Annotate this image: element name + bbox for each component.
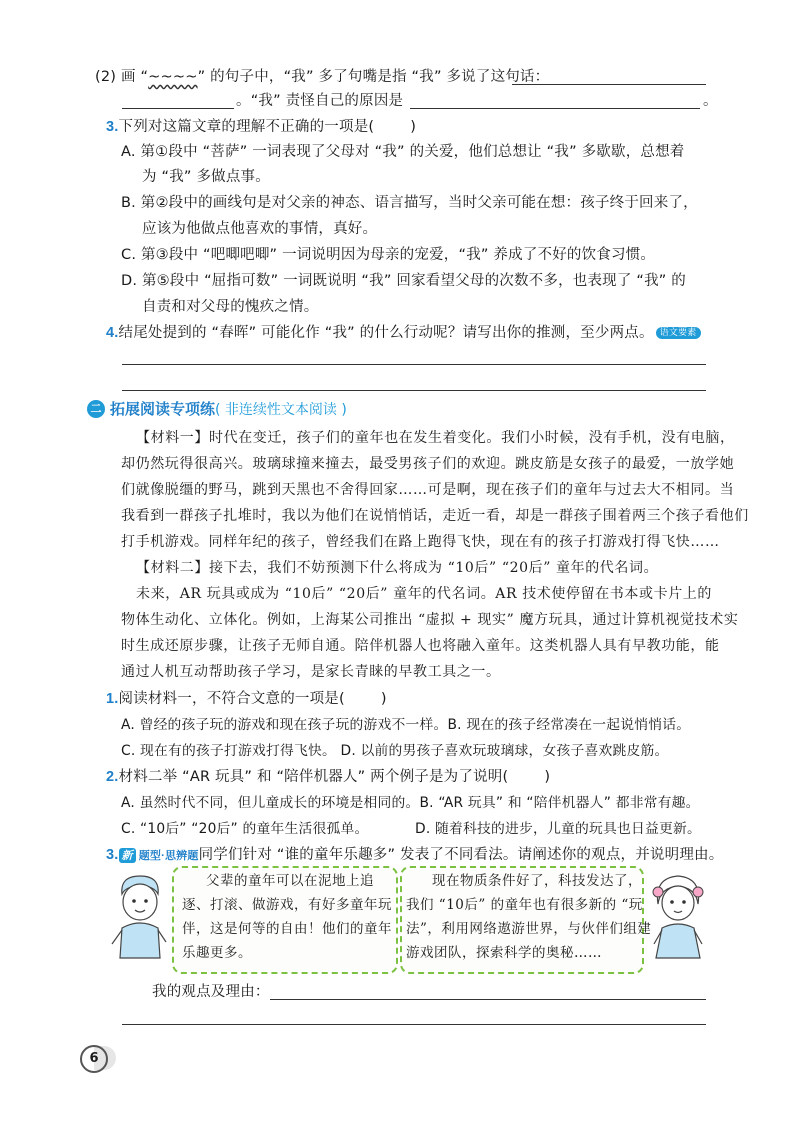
question-number: 4.: [106, 325, 119, 341]
question-3-stem: [106, 117, 416, 137]
bubble-text: 我们 “10后” 的童年也有很多新的 “玩: [406, 897, 643, 913]
new-badge: 新: [119, 848, 136, 863]
material1-line: 我看到一群孩子扎堆时，我以为他们在说悄悄话，走近一看，却是一群孩子围着两三个孩子看他们: [121, 508, 749, 524]
material1-line: 们就像脱缰的野马，跳到天黑也不舍得回家……可是啊，现在孩子们的童年与过去大不相同。当: [121, 482, 735, 498]
exercise-2-option-c: C. “10后” “20后” 的童年生活很孤单。: [121, 821, 369, 837]
answer-label: 我的观点及理由：: [152, 984, 270, 1000]
material1-line: 【材料一】时代在变迁，孩子们的童年也在发生着变化。我们小时候，没有手机，没有电脑，: [136, 430, 735, 446]
q2-prefix: (2) 画 “: [95, 69, 149, 85]
option-a-line2: 为 “我” 多做点事。: [142, 169, 270, 185]
literacy-element-tag: 语文要素: [656, 327, 701, 339]
option-a-line1: A. 第①段中 “菩萨” 一词表现了父母对 “我” 的关爱，他们总想让 “我” 多歇歇，总想着: [121, 144, 685, 160]
question-number: 1.: [106, 691, 119, 707]
question-text: 同学们针对 “谁的童年乐趣多” 发表了不同看法。请阐述你的观点，并说明理由。: [198, 847, 724, 863]
bubble-text: 现在物质条件好了，科技发达了，: [432, 873, 642, 889]
question-2-line1: [95, 67, 549, 87]
answer-blank[interactable]: [122, 108, 234, 109]
boy-illustration: [108, 870, 172, 964]
girl-illustration: [646, 870, 710, 964]
exercise-1-options-cd: C. 现在有的孩子打游戏打得飞快。 D. 以前的男孩子喜欢玩玻璃球，女孩子喜欢跳皮筋。: [121, 743, 669, 759]
paren-close: ): [380, 691, 387, 707]
q2-text: ” 的句子中，“我” 多了句嘴是指 “我” 多说了这句话：: [197, 69, 550, 85]
exercise-2-options-ab: A. 虽然时代不同，但儿童成长的环境是相同的。B. “AR 玩具” 和 “陪伴机器人” 都非常有趣。: [121, 795, 700, 811]
question-number: 3.: [106, 847, 119, 863]
material2-line: 时生成还原步骤，让孩子无师自通。陪伴机器人也将融入童年。这类机器人具有早教功能，能: [121, 638, 720, 654]
bubble-text: 游戏团队，探索科学的奥秘……: [406, 945, 602, 961]
answer-line[interactable]: [122, 364, 706, 365]
material2-line: 未来，AR 玩具或成为 “10后” “20后” 童年的代名词。AR 技术使停留在书本或卡片上的: [136, 586, 713, 602]
material2-line: 物体生动化、立体化。例如，上海某公司推出 “虚拟 + 现实” 魔方玩具，通过计算机视觉技术实: [121, 612, 739, 628]
question-text: 下列对这篇文章的理解不正确的一项是(: [118, 119, 375, 135]
bubble-text: 乐趣更多。: [182, 945, 252, 961]
page-number: 6: [80, 1045, 108, 1073]
exercise-1-stem: [106, 689, 387, 709]
material1-line: 打手机游戏。同样年纪的孩子，曾经我们在路上跑得飞快，现在有的孩子打游戏打得飞快……: [121, 534, 720, 550]
option-d-line2: 自责和对父母的愧疚之情。: [142, 299, 319, 315]
option-b-line2: 应该为他做点他喜欢的事情，真好。: [142, 221, 378, 237]
question-text: 结尾处提到的 “春晖” 可能化作 “我” 的什么行动呢？请写出你的推测，至少两点。: [118, 325, 654, 341]
exercise-2-option-d: D. 随着科技的进步，儿童的玩具也日益更新。: [415, 821, 701, 837]
wavy-mark: ~~~~: [148, 69, 198, 85]
option-b-line1: B. 第②段中的画线句是对父亲的神态、语言描写，当时父亲可能在想：孩子终于回来了，: [121, 195, 698, 211]
bubble-text: 伴，这是何等的自由！他们的童年: [182, 921, 392, 937]
q2-mid: 。“我” 责怪自己的原因是: [236, 93, 404, 109]
section-subtitle: ( 非连续性文本阅读 ): [215, 402, 347, 418]
question-type-label: 题型·思辨题: [138, 850, 199, 862]
speech-bubble-right: [400, 866, 652, 974]
speech-bubble-left: [172, 866, 398, 974]
answer-line[interactable]: [122, 390, 706, 391]
section-number-badge: 二: [87, 400, 105, 418]
question-number: 2.: [106, 769, 119, 785]
answer-line[interactable]: [270, 999, 706, 1000]
bubble-text: 逐、打滚、做游戏，有好多童年玩: [182, 897, 392, 913]
question-text: 材料二举 “AR 玩具” 和 “陪伴机器人” 两个例子是为了说明(: [118, 769, 509, 785]
option-c: C. 第③段中 “吧唧吧唧” 一词说明因为母亲的宠爱，“我” 养成了不好的饮食习惯。: [121, 247, 656, 263]
question-number: 3.: [106, 119, 119, 135]
paren-close: ): [544, 769, 551, 785]
q2-end: 。: [703, 93, 718, 109]
exercise-3-stem: [106, 845, 723, 866]
answer-blank[interactable]: [512, 84, 706, 85]
answer-blank[interactable]: [410, 108, 700, 109]
answer-line[interactable]: [122, 1024, 706, 1025]
material1-line: 却仍然玩得很高兴。玻璃球撞来撞去，最受男孩子们的欢迎。跳皮筋是女孩子的最爱，一放学她: [121, 456, 735, 472]
exercise-2-stem: [106, 767, 550, 787]
section-title-text: 拓展阅读专项练: [110, 400, 216, 418]
bubble-text: 父辈的童年可以在泥地上追: [206, 873, 374, 889]
section-title: [110, 399, 347, 420]
bubble-text: 法”，利用网络遨游世界，与伙伴们组建: [406, 921, 652, 937]
exercise-1-options-ab: A. 曾经的孩子玩的游戏和现在孩子玩的游戏不一样。B. 现在的孩子经常凑在一起说悄悄话。: [121, 717, 691, 733]
material2-line: 【材料二】接下去，我们不妨预测下什么将成为 “10后” “20后” 童年的代名词。: [136, 560, 659, 576]
question-4-stem: [106, 323, 701, 343]
paren-close: ): [410, 119, 417, 135]
question-text: 阅读材料一，不符合文意的一项是(: [118, 691, 345, 707]
option-d-line1: D. 第⑤段中 “屈指可数” 一词既说明 “我” 回家看望父母的次数不多，也表现了 “我” 的: [121, 273, 687, 289]
material2-line: 通过人机互动帮助孩子学习，是家长青睐的早教工具之一。: [121, 664, 501, 680]
